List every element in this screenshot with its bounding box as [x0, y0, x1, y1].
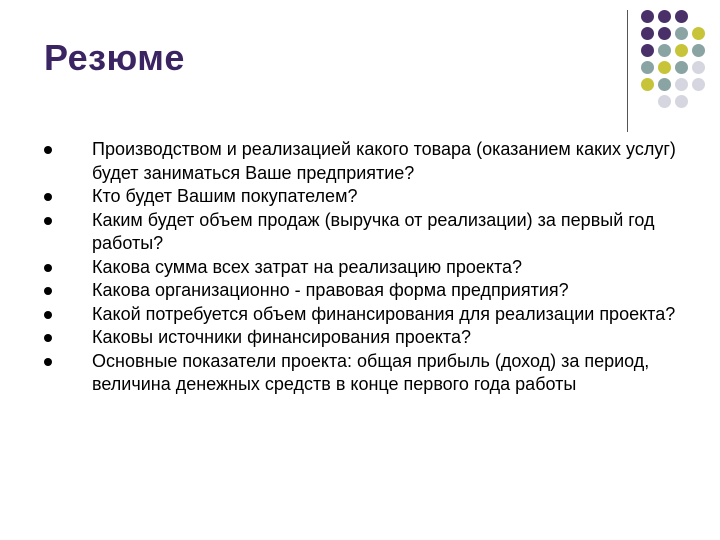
bullet-text: Кто будет Вашим покупателем? [92, 186, 358, 206]
bullet-item [44, 303, 684, 327]
bullet-text: Основные показатели проекта: общая прибыль (доход) за период, величина денежных средств в конце первого года работы [92, 350, 650, 394]
bullet-item [44, 138, 684, 185]
bullet-text: Какова сумма всех затрат на реализацию проекта? [92, 256, 523, 277]
bullet-marker [44, 287, 52, 295]
bullet-item [44, 209, 684, 256]
bullet-item [44, 185, 684, 209]
bullet-text: Какой потребуется объем финансирования для реализации проекта? [92, 303, 676, 324]
decorative-dot [692, 78, 705, 91]
decorative-dot [675, 44, 688, 57]
bullet-text: Каковы источники финансирования проекта? [92, 327, 471, 347]
bullet-item [44, 256, 684, 280]
decorative-dot [641, 44, 654, 57]
decorative-dot [641, 61, 654, 74]
decorative-dot [692, 44, 705, 57]
bullet-marker [44, 193, 52, 201]
bullet-text: Производством и реализацией какого товара (оказанием каких услуг) будет заниматься Ваше предприятие? [92, 139, 676, 183]
bullet-marker [44, 146, 52, 154]
bullet-marker [44, 334, 52, 342]
decorative-dot [675, 61, 688, 74]
bullet-marker [44, 264, 52, 272]
decorative-dot [658, 44, 671, 57]
bullet-text: Каким будет объем продаж (выручка от реализации) за первый год работы? [92, 209, 655, 253]
decorative-dot [658, 95, 671, 108]
decorative-dot [675, 78, 688, 91]
bullet-marker [44, 217, 52, 225]
decorative-dot [641, 78, 654, 91]
decorative-dot [658, 61, 671, 74]
decorative-dot [692, 61, 705, 74]
decorative-dot [641, 27, 654, 40]
decorative-dot [658, 27, 671, 40]
decorative-dot [641, 10, 654, 23]
decorative-dot [675, 95, 688, 108]
decorative-dot [675, 27, 688, 40]
slide-title: Резюме [44, 37, 185, 78]
decorative-dot [675, 10, 688, 23]
decorative-dot [658, 10, 671, 23]
bullet-text: Какова организационно - правовая форма предприятия? [92, 280, 569, 300]
decorative-dot [692, 27, 705, 40]
bullet-list [44, 138, 684, 397]
decorative-dot [658, 78, 671, 91]
bullet-marker [44, 358, 52, 366]
bullet-marker [44, 311, 52, 319]
decorative-vertical-line [627, 10, 628, 132]
bullet-item [44, 326, 684, 350]
bullet-item [44, 279, 684, 303]
bullet-item [44, 350, 684, 397]
